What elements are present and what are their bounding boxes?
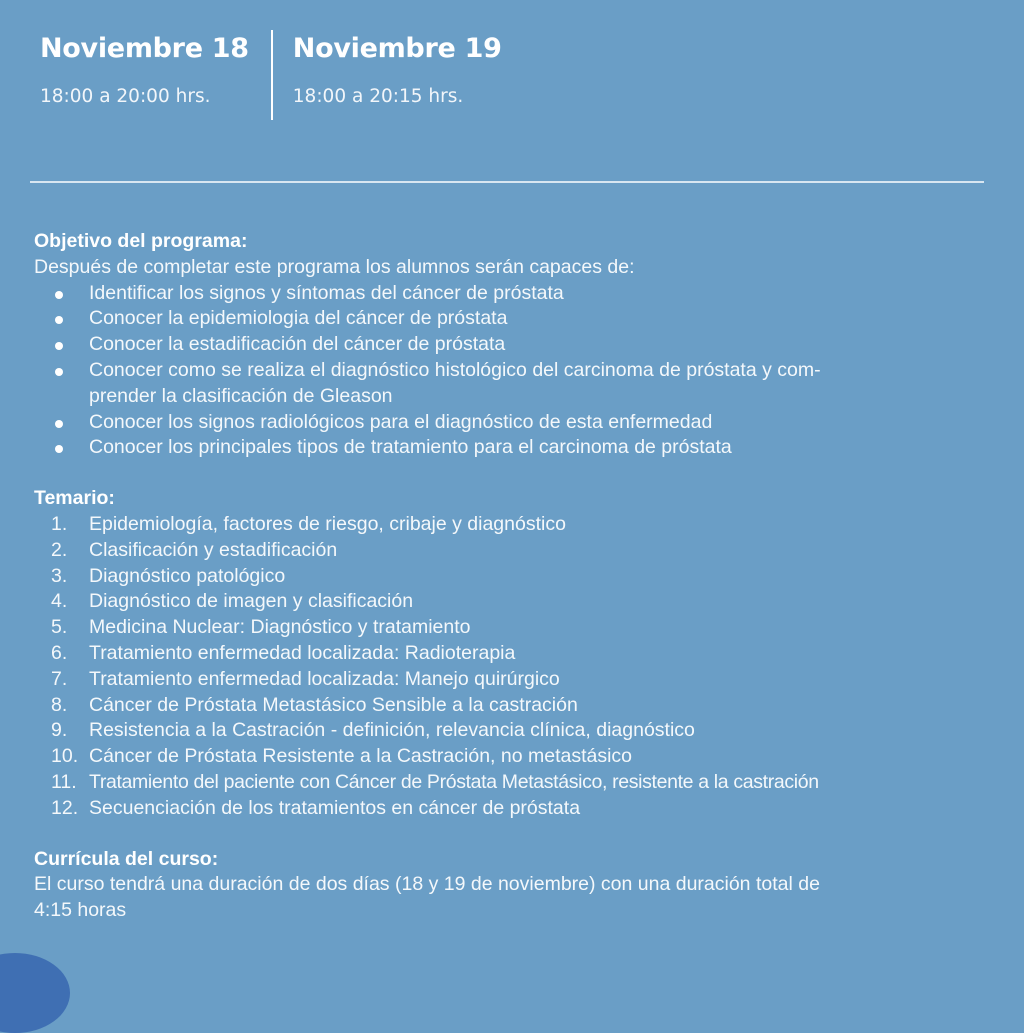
bullet-icon	[55, 445, 63, 453]
schedule-header	[40, 30, 502, 120]
item-text: Diagnóstico patológico	[89, 564, 286, 587]
item-text: Diagnóstico de imagen y clasificación	[89, 590, 414, 613]
item-text: Tratamiento enfermedad localizada: Manejo quirúrgico	[89, 667, 560, 690]
item-number: 1.	[51, 512, 68, 535]
curricula-title: Currícula del curso:	[34, 847, 219, 870]
list-item	[34, 589, 1004, 615]
list-item	[34, 770, 1004, 796]
horizontal-rule	[30, 181, 984, 183]
item-number: 11.	[51, 770, 77, 793]
list-item	[34, 744, 1004, 770]
corner-decoration	[0, 953, 70, 1033]
item-text: Cáncer de Próstata Resistente a la Castración, no metastásico	[89, 745, 633, 768]
list-item	[34, 693, 1004, 719]
date-block-2	[273, 30, 502, 120]
objetivo-list	[34, 281, 1004, 462]
bullet-icon	[55, 316, 63, 324]
temario-title: Temario:	[34, 487, 115, 510]
item-text: Secuenciación de los tratamientos en cáncer de próstata	[89, 796, 581, 819]
item-number: 3.	[51, 564, 68, 587]
list-item	[34, 512, 1004, 538]
date-time: 18:00 a 20:15 hrs.	[292, 86, 464, 107]
list-item: Conocer como se realiza el diagnóstico histológico del carcinoma de próstata y com- prender la clasificación de Gleason	[34, 358, 1004, 410]
date-title: Noviembre 19	[292, 33, 502, 64]
item-number: 5.	[51, 616, 68, 639]
item-number: 12.	[51, 796, 79, 819]
list-item	[34, 538, 1004, 564]
curricula-line: 4:15 horas	[34, 899, 127, 922]
date-time: 18:00 a 20:00 hrs.	[40, 86, 211, 107]
list-item	[34, 615, 1004, 641]
curricula-line: El curso tendrá una duración de dos días (18 y 19 de noviembre) con una duración total de	[34, 873, 820, 896]
item-number: 4.	[51, 590, 68, 613]
item-text: Clasificación y estadificación	[89, 538, 338, 561]
temario-list	[34, 512, 1004, 822]
objetivo-intro: Después de completar este programa los alumnos serán capaces de:	[34, 255, 635, 278]
list-item	[34, 718, 1004, 744]
bullet-icon	[55, 420, 63, 428]
list-item: Conocer los signos radiológicos para el diagnóstico de esta enfermedad	[34, 410, 1004, 436]
date-title: Noviembre 18	[40, 33, 249, 64]
bullet-icon	[55, 368, 63, 376]
list-item	[34, 667, 1004, 693]
item-text: Resistencia a la Castración - definición, relevancia clínica, diagnóstico	[89, 719, 695, 742]
item-number: 8.	[51, 693, 68, 716]
item-text: Tratamiento enfermedad localizada: Radioterapia	[89, 641, 516, 664]
list-item	[34, 796, 1004, 822]
item-number: 7.	[51, 667, 68, 690]
list-item: Identificar los signos y síntomas del cáncer de próstata	[34, 281, 1004, 307]
list-item: Conocer la epidemiologia del cáncer de próstata	[34, 306, 1004, 332]
item-number: 10.	[51, 745, 79, 768]
item-number: 6.	[51, 641, 68, 664]
item-text: Medicina Nuclear: Diagnóstico y tratamiento	[89, 616, 471, 639]
objetivo-title: Objetivo del programa:	[34, 230, 248, 252]
item-number: 2.	[51, 538, 68, 561]
bullet-icon	[55, 291, 63, 299]
bullet-icon	[55, 342, 63, 350]
item-text: Epidemiología, factores de riesgo, cribaje y diagnóstico	[89, 512, 566, 535]
item-number: 9.	[51, 719, 68, 742]
item-text: Cáncer de Próstata Metastásico Sensible a la castración	[89, 693, 578, 716]
list-item	[34, 641, 1004, 667]
list-item: Conocer los principales tipos de tratamiento para el carcinoma de próstata	[34, 435, 1004, 461]
list-item	[34, 564, 1004, 590]
date-block-1	[40, 30, 271, 120]
program-content	[34, 229, 1004, 924]
list-item: Conocer la estadificación del cáncer de próstata	[34, 332, 1004, 358]
item-text: Tratamiento del paciente con Cáncer de Próstata Metastásico, resistente a la castración	[89, 770, 819, 793]
